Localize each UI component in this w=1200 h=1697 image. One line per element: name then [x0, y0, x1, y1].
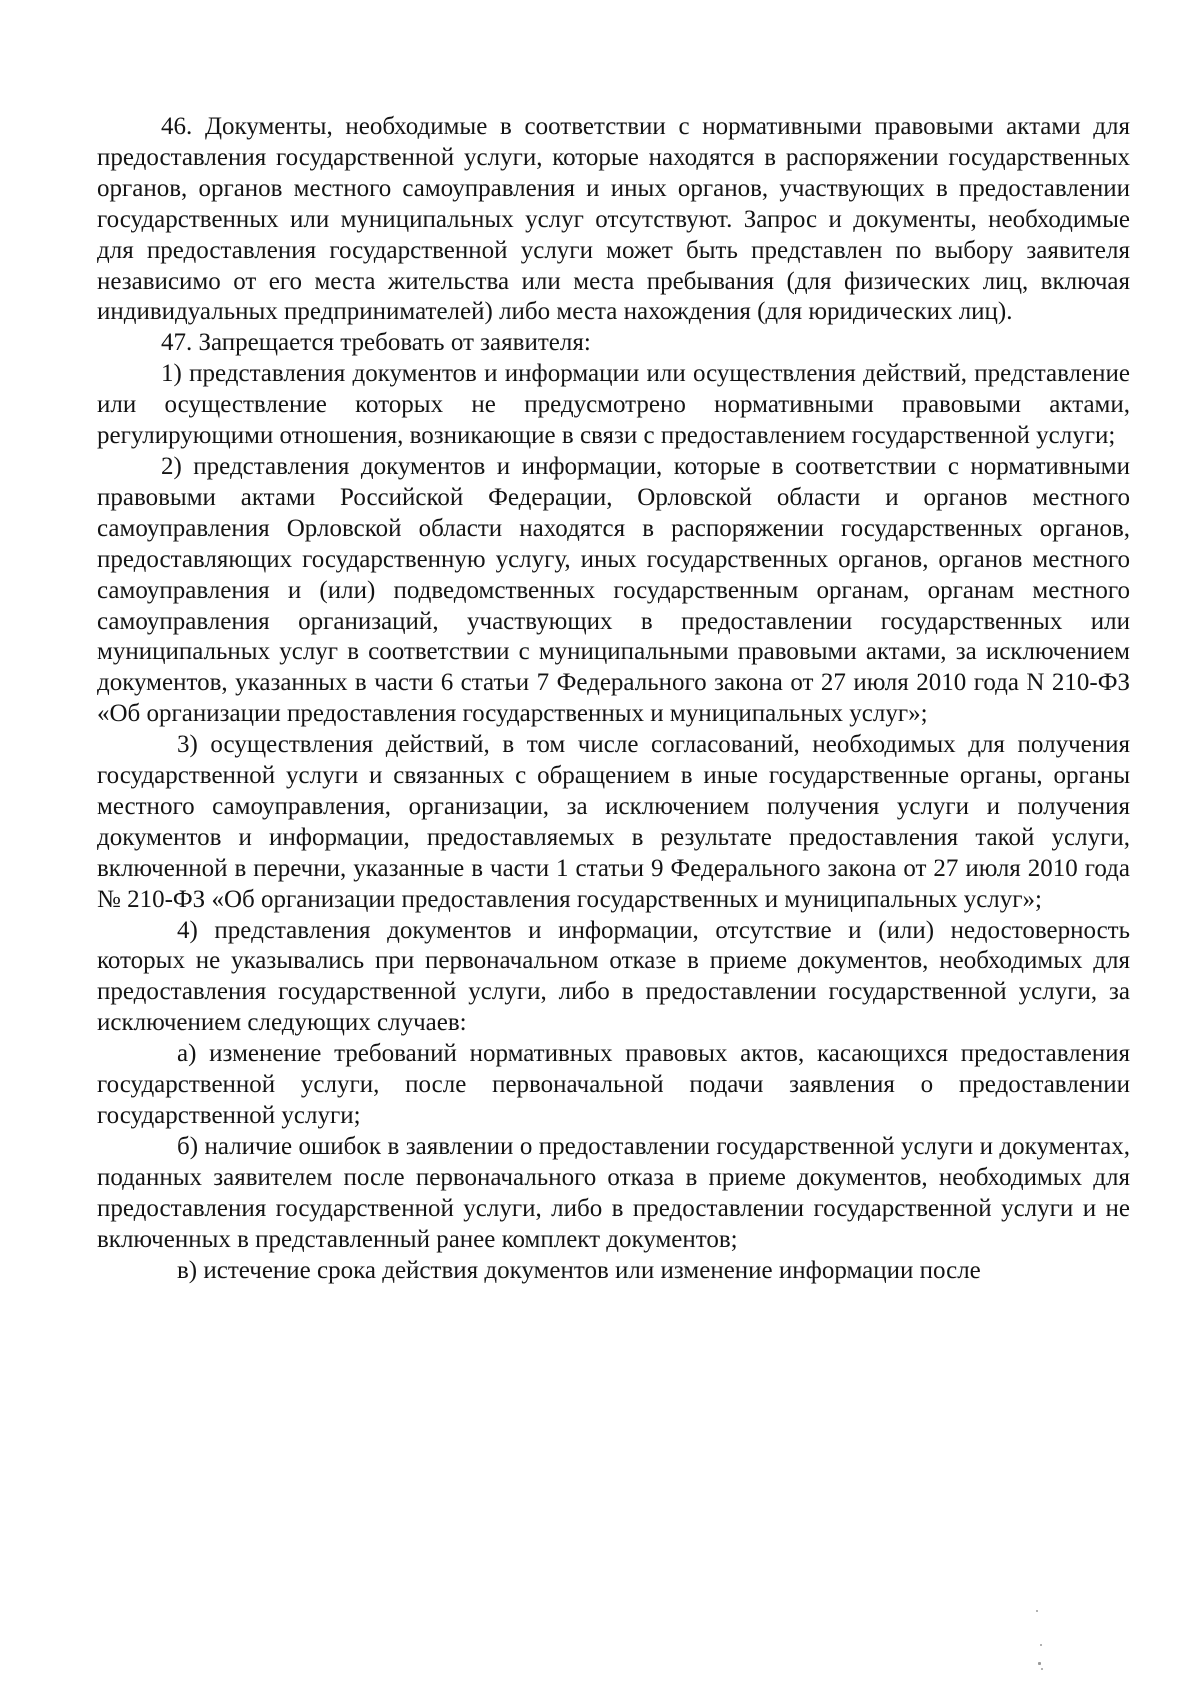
- sub-item-a: а) изменение требований нормативных правовых актов, касающихся предоставления государственной услуги, после первоначальной подачи заявления о предоставлении государственной услуги;: [97, 1040, 1130, 1129]
- paragraph-47: 47. Запрещается требовать от заявителя:: [161, 329, 591, 357]
- sub-item-v: в) истечение срока действия документов или изменение информации после: [177, 1256, 981, 1284]
- paragraph-46: 46. Документы, необходимые в соответствии с нормативными правовыми актами для предоставления государственной услуги, которые находятся в распоряжении государственных органов, органов местного самоуправления и иных органов, участвующих в предоставлении государственных или муниципальных услуг отсутствуют. Запрос и документы, необходимые для предоставления государственной услуги может быть представлен по выбору заявителя независимо от его места жительства или места пребывания (для физических лиц, включая индивидуальных предпринимателей) либо места нахождения (для юридических лиц).: [97, 113, 1130, 326]
- document-body: [97, 112, 1130, 1286]
- sub-item-b: б) наличие ошибок в заявлении о предоставлении государственной услуги и документах, поданных заявителем после первоначального отказа в приеме документов, необходимых для предоставления государственной услуги, либо в предоставлении государственной услуги и не включенных в представленный ранее комплект документов;: [97, 1132, 1130, 1253]
- list-item-3: 3) осуществления действий, в том числе согласований, необходимых для получения государственной услуги и связанных с обращением в иные государственные органы, органы местного самоуправления, организации, за исключением получения услуги и получения документов и информации, предоставляемых в результате предоставления такой услуги, включенной в перечни, указанные в части 1 статьи 9 Федерального закона от 27 июля 2010 года № 210-ФЗ «Об организации предоставления государственных и муниципальных услуг»;: [97, 731, 1130, 913]
- scan-speck: [1041, 1668, 1043, 1670]
- scan-specks: [1014, 1610, 1044, 1680]
- list-item-4: 4) представления документов и информации, отсутствие и (или) недостоверность которых не указывались при первоначальном отказе в приеме документов, необходимых для предоставления государственной услуги, либо в предоставлении государственной услуги, за исключением следующих случаев:: [97, 916, 1130, 1037]
- scan-speck: [1036, 1610, 1038, 1612]
- list-item-1: 1) представления документов и информации или осуществления действий, представление или осуществление которых не предусмотрено нормативными правовыми актами, регулирующими отношения, возникающие в связи с предоставлением государственной услуги;: [97, 360, 1130, 450]
- scan-speck: [1038, 1662, 1041, 1665]
- list-item-2: 2) представления документов и информации, которые в соответствии с нормативными правовыми актами Российской Федерации, Орловской области и органов местного самоуправления Орловской области находятся в распоряжении государственных органов, предоставляющих государственную услугу, иных государственных органов, органов местного самоуправления и (или) подведомственных государственным органам, органам местного самоуправления организаций, участвующих в предоставлении государственных или муниципальных услуг в соответствии с муниципальными правовыми актами, за исключением документов, указанных в части 6 статьи 7 Федерального закона от 27 июля 2010 года N 210-ФЗ «Об организации предоставления государственных и муниципальных услуг»;: [97, 452, 1130, 728]
- scan-speck: [1040, 1644, 1042, 1646]
